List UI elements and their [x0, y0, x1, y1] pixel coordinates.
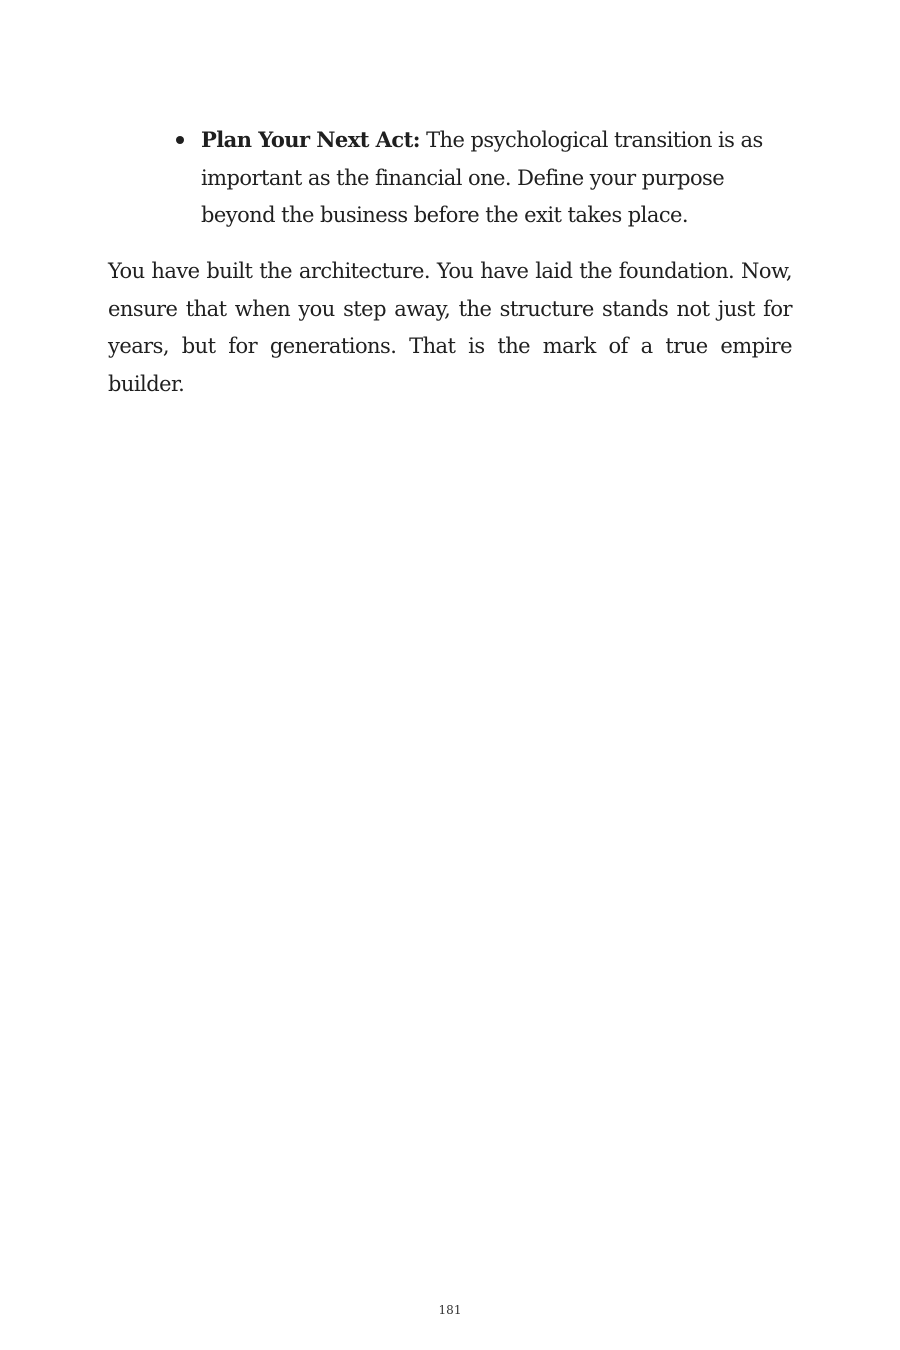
closing-paragraph: You have built the architecture. You have laid the foundation. Now, ensure that when you step away, the structure stands not just for years, but for generations. That is the mark of a true empire builder.	[108, 259, 792, 396]
bullet-dot-icon	[176, 136, 184, 144]
bullet-text: The psychological transition is as important as the financial one. Define your purpose beyond the business before the exit takes place.	[201, 128, 763, 227]
bullet-term: Plan Your Next Act:	[201, 127, 420, 152]
page-number: 181	[438, 1303, 462, 1317]
bullet-item-plan-next-act	[176, 121, 776, 235]
bullet-list	[176, 121, 776, 235]
